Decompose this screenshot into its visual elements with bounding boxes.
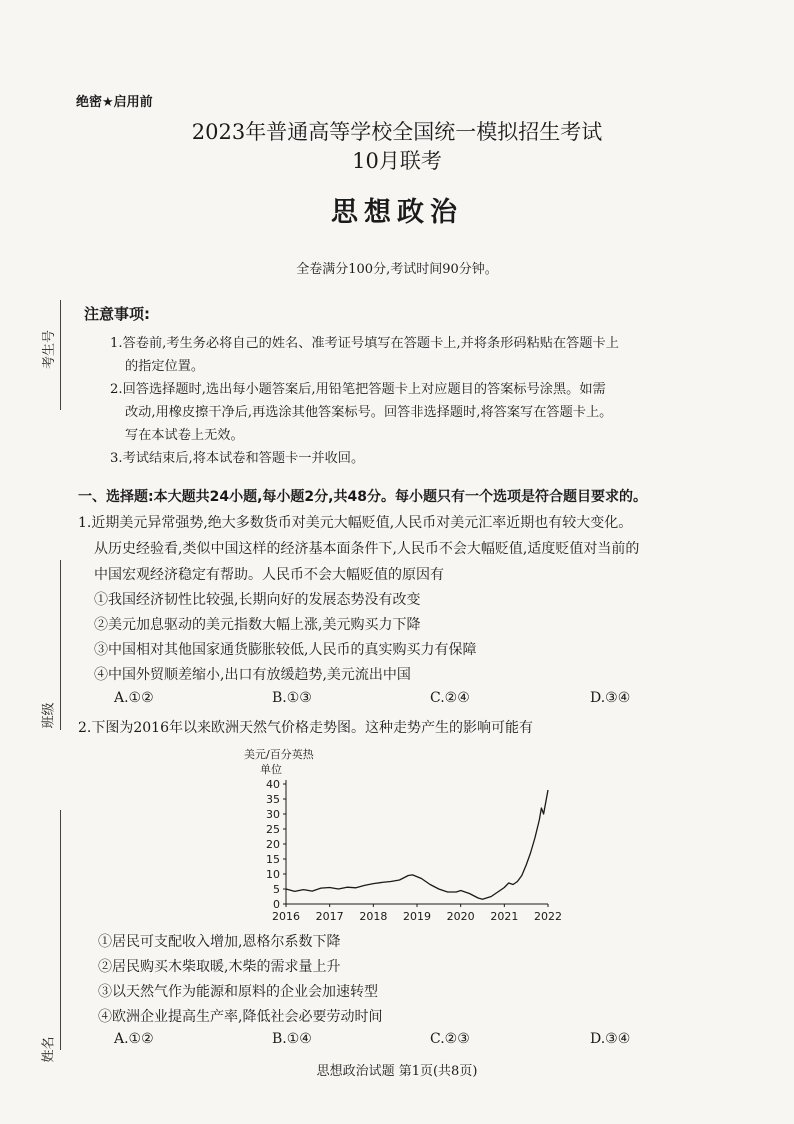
notice-line: 的指定位置。 [125,359,205,374]
x-tick-label: 2022 [534,910,562,923]
exam-title: 2023年普通高等学校全国统一模拟招生考试 [191,120,603,144]
q2-stem: 2.下图为2016年以来欧洲天然气价格走势图。这种走势产生的影响可能有 [78,720,533,736]
q1-stem-line: 中国宏观经济稳定有帮助。人民币不会大幅贬值的原因有 [94,567,444,583]
q2-choice-d[interactable]: D.③④ [590,1031,631,1047]
x-tick-label: 2017 [315,910,344,923]
q1-choice-b[interactable]: B.①③ [272,690,312,706]
y-tick-label: 25 [266,823,280,836]
y-tick-label: 35 [266,793,280,806]
notice-line: 1.答卷前,考生务必将自己的姓名、准考证号填写在答题卡上,并将条形码粘贴在答题卡上 [110,336,619,351]
side-label-name: 姓名 [41,1036,57,1063]
side-label-exam-number: 考生号 [42,329,58,370]
q2-statement: ②居民购买木柴取暖,木柴的需求量上升 [98,959,341,975]
q1-statement: ②美元加息驱动的美元指数大幅上涨,美元购买力下降 [94,617,421,633]
y-tick-label: 40 [266,778,280,791]
notice-heading: 注意事项: [84,305,150,323]
q1-statement: ③中国相对其他国家通货膨胀较低,人民币的真实购买力有保障 [94,642,477,658]
q1-statement: ④中国外贸顺差缩小,出口有放缓趋势,美元流出中国 [94,667,411,683]
y-tick-label: 15 [266,853,280,866]
q1-choice-d[interactable]: D.③④ [590,690,631,706]
binding-line-middle [60,560,61,730]
q2-statement: ④欧洲企业提高生产率,降低社会必要劳动时间 [98,1009,383,1025]
q1-statement: ①我国经济韧性比较强,长期向好的发展态势没有改变 [94,592,421,608]
y-axis-label: 单位 [260,763,282,776]
y-tick-label: 10 [266,868,280,881]
q1-stem-line: 从历史经验看,类似中国这样的经济基本面条件下,人民币不会大幅贬值,适度贬值对当前的 [94,541,640,557]
price-series-line [286,790,548,899]
x-tick-label: 2018 [359,910,388,923]
confidential-label: 绝密★启用前 [76,95,153,110]
section-heading: 一、选择题:本大题共24小题,每小题2分,共48分。每小题只有一个选项是符合题目要求的。 [78,489,647,505]
score-info: 全卷满分100分,考试时间90分钟。 [296,262,498,277]
q2-choice-c[interactable]: C.②③ [430,1031,470,1047]
notice-line: 2.回答选择题时,选出每小题答案后,用铅笔把答题卡上对应题目的答案标号涂黑。如需 [110,382,606,397]
y-tick-label: 5 [273,883,280,896]
q1-choice-a[interactable]: A.①② [114,690,154,706]
notice-line: 3.考试结束后,将本试卷和答题卡一并收回。 [110,451,365,466]
binding-line-bottom [60,810,61,1050]
x-tick-label: 2020 [446,910,475,923]
x-tick-label: 2019 [403,910,431,923]
binding-line-top [60,300,61,410]
x-tick-label: 2021 [490,910,519,923]
y-axis-label: 美元/百分英热 [244,748,314,761]
exam-subtitle: 10月联考 [352,149,442,173]
y-tick-label: 30 [266,808,280,821]
gas-price-chart [230,744,590,926]
x-tick-label: 2016 [272,910,300,923]
page-footer: 思想政治试题 第1页(共8页) [316,1064,478,1079]
q2-statement: ①居民可支配收入增加,恩格尔系数下降 [98,934,341,950]
q2-choice-b[interactable]: B.①④ [272,1031,312,1047]
notice-line: 写在本试卷上无效。 [125,428,244,443]
y-tick-label: 0 [273,898,280,911]
y-tick-label: 20 [266,838,280,851]
q2-choice-a[interactable]: A.①② [114,1031,154,1047]
notice-line: 改动,用橡皮擦干净后,再选涂其他答案标号。回答非选择题时,将答案写在答题卡上。 [125,405,613,420]
subject-title: 思想政治 [331,197,463,228]
q2-statement: ③以天然气作为能源和原料的企业会加速转型 [98,984,378,1000]
q1-stem-line: 1.近期美元异常强势,绝大多数货币对美元大幅贬值,人民币对美元汇率近期也有较大变化。 [78,515,633,531]
side-label-class: 班级 [41,702,57,729]
q1-choice-c[interactable]: C.②④ [430,690,470,706]
